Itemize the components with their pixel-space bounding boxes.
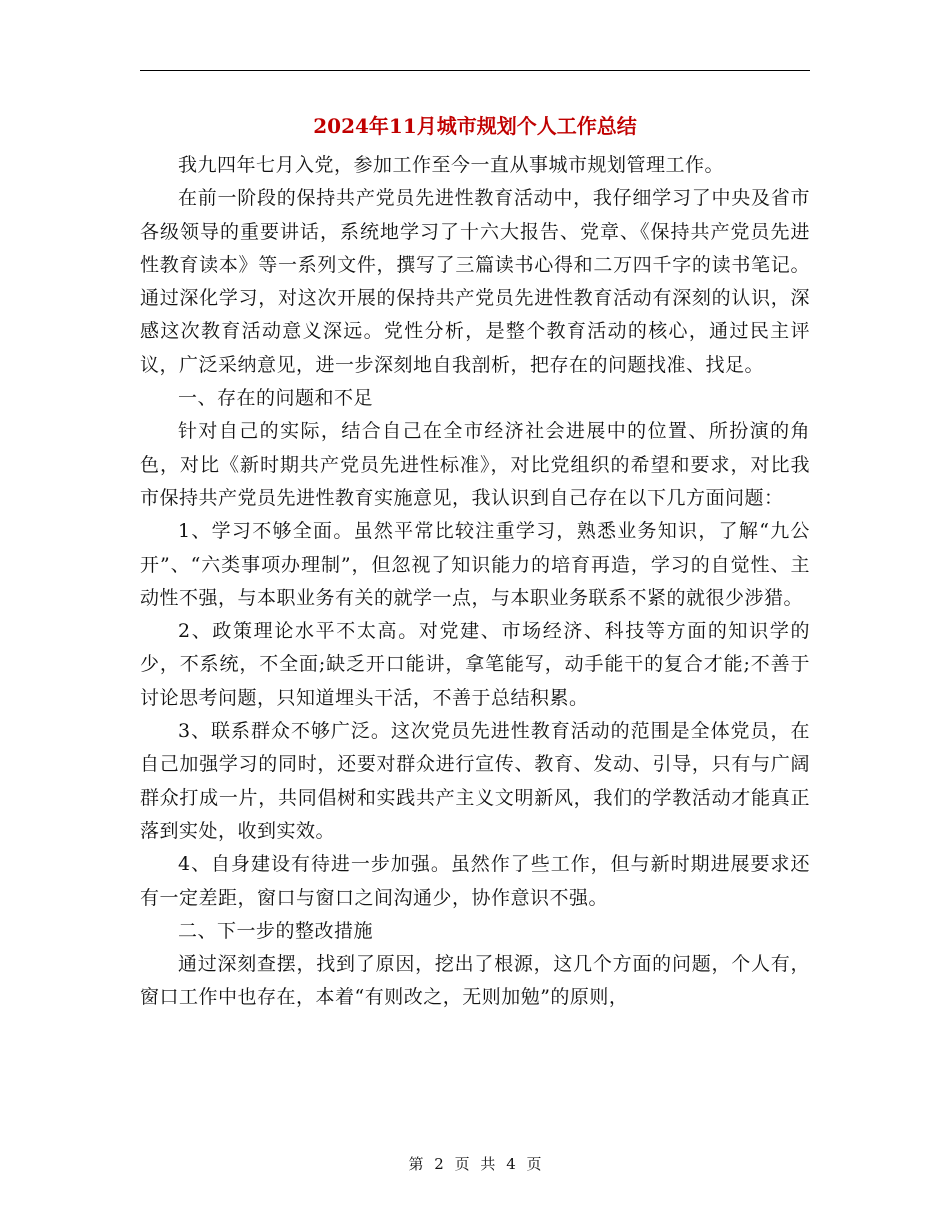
footer-prefix: 第 <box>408 1155 424 1173</box>
paragraph-intro: 我九四年七月入党，参加工作至今一直从事城市规划管理工作。 <box>178 154 725 176</box>
footer-page-word: 页 <box>454 1155 470 1173</box>
paragraph-problem-2: 2、政策理论水平不太高。对党建、市场经济、科技等方面的知识学的少，不系统，不全面;缺乏开口能讲，拿笔能写，动手能干的复合才能;不善于讨论思考问题，只知道埋头干活，不善于总结积累。 <box>140 620 810 709</box>
section-heading-measures: 二、下一步的整改措施 <box>178 919 374 942</box>
paragraph-study: 在前一阶段的保持共产党员先进性教育活动中，我仔细学习了中央及省市各级领导的重要讲话，系统地学习了十六大报告、党章、《保持共产党员先进性教育读本》等一系列文件，撰写了三篇读书心得和二万四千字的读书笔记。通过深化学习，对这次开展的保持共产党员先进性教育活动有深刻的认识，深感这次教育活动意义深远。党性分析，是整个教育活动的核心，通过民主评议，广泛采纳意见，进一步深刻地自我剖析，把存在的问题找准、找足。 <box>140 187 810 376</box>
footer-suffix: 页 <box>526 1155 542 1173</box>
paragraph-measures-intro: 通过深刻查摆，找到了原因，挖出了根源，这几个方面的问题，个人有，窗口工作中也存在，本着“有则改之，无则加勉”的原则， <box>140 953 810 1009</box>
footer-total-pages: 4 <box>506 1155 516 1173</box>
document-title: 2024年11月城市规划个人工作总结 <box>313 114 637 138</box>
paragraph-problems-intro: 针对自己的实际，结合自己在全市经济社会进展中的位置、所扮演的角色，对比《新时期共产党员先进性标准》，对比党组织的希望和要求，对比我市保持共产党员先进性教育实施意见，我认识到自己存在以下几方面问题： <box>140 420 810 509</box>
paragraph-problem-1: 1、学习不够全面。虽然平常比较注重学习，熟悉业务知识，了解“九公开”、“六类事项办理制”，但忽视了知识能力的培育再造，学习的自觉性、主动性不强，与本职业务有关的就学一点，与本职业务联系不紧的就很少涉猎。 <box>140 520 810 609</box>
paragraph-problem-3: 3、联系群众不够广泛。这次党员先进性教育活动的范围是全体党员，在自己加强学习的同时，还要对群众进行宣传、教育、发动、引导，只有与广阔群众打成一片，共同倡树和实践共产主义文明新风，我们的学教活动才能真正落到实处，收到实效。 <box>140 720 810 842</box>
paragraph-problem-4: 4、自身建设有待进一步加强。虽然作了些工作，但与新时期进展要求还有一定差距，窗口与窗口之间沟通少，协作意识不强。 <box>140 853 810 909</box>
footer-total-word: 共 <box>480 1155 496 1173</box>
page-footer <box>0 1153 950 1175</box>
header-rule <box>140 70 810 71</box>
section-heading-problems: 一、存在的问题和不足 <box>178 387 374 410</box>
footer-current-page: 2 <box>434 1155 444 1173</box>
document-body <box>140 149 810 1015</box>
